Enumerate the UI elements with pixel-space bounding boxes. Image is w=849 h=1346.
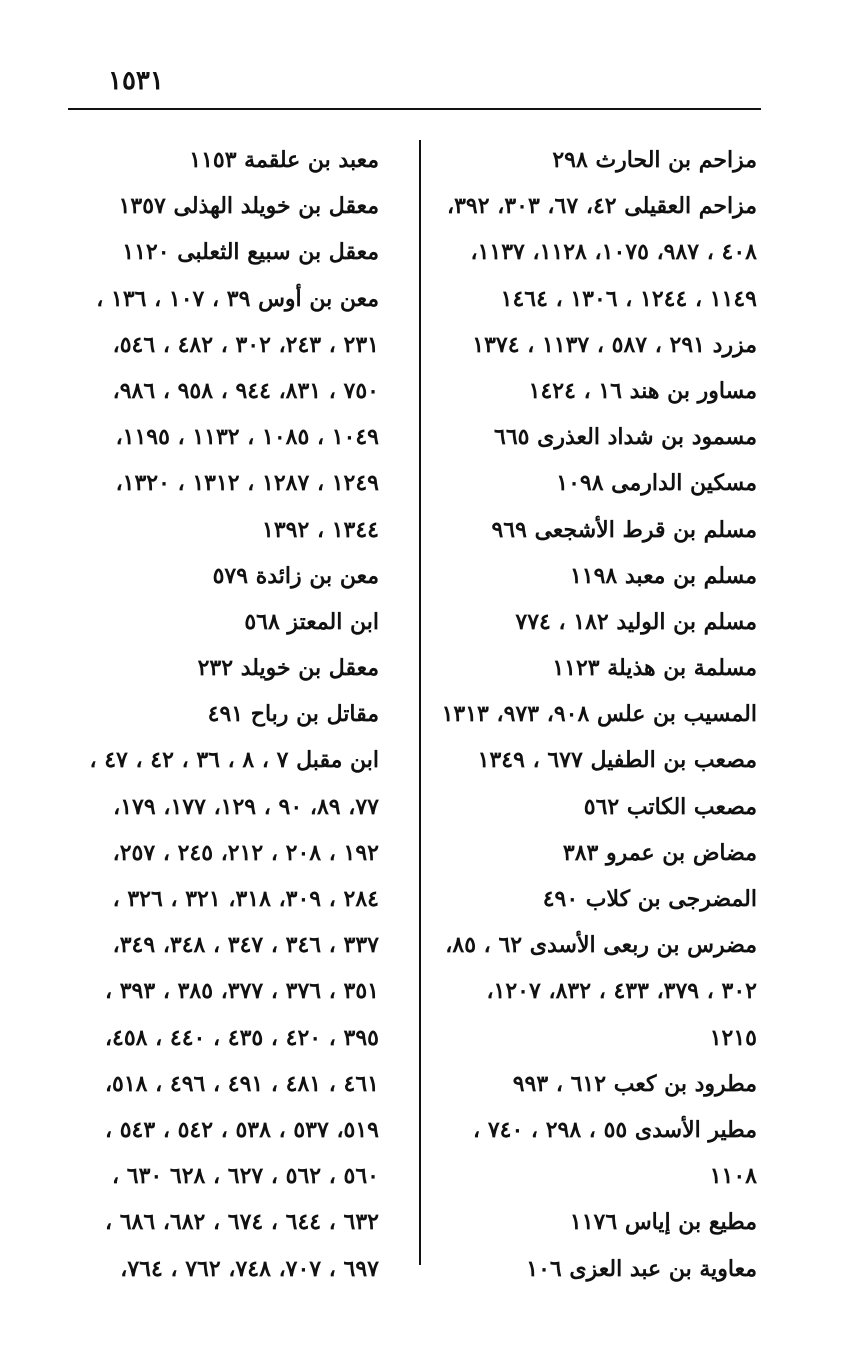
index-entry-continuation: ٢٣١ ، ٢٤٣، ٣٠٢ ، ٤٨٢ ، ٥٤٦، [112,331,379,358]
index-entry: مطيع بن إياس ١١٧٦ [569,1209,757,1236]
index-entry-continuation: ٥٦٠ ، ٥٦٢ ، ٦٢٧ ، ٦٢٨ ٦٣٠ ، [112,1163,379,1190]
index-entry: مضاض بن عمرو ٣٨٣ [562,839,757,866]
index-entry-continuation: ٣٥١ ، ٣٧٦ ، ٣٧٧، ٣٨٥ ، ٣٩٣ ، [104,978,379,1005]
index-entry: المضرجى بن كلاب ٤٩٠ [542,886,757,912]
index-column-left [69,140,379,1295]
index-entry-continuation: ١١٠٨ [709,1163,757,1190]
index-entry: معاوية بن عبد العزى ١٠٦ [526,1255,757,1282]
header-rule [68,108,761,110]
index-entry-continuation: ٤٠٨ ، ٩٨٧، ١٠٧٥، ١١٢٨، ١١٣٧، [470,239,757,266]
index-entry: مزرد ٢٩١ ، ٥٨٧ ، ١١٣٧ ، ١٣٧٤ [472,331,757,358]
index-entry-continuation: ٥١٩، ٥٣٧ ، ٥٣٨ ، ٥٤٢ ، ٥٤٣ ، [104,1116,379,1143]
index-entry: معقل بن خويلد ٢٣٢ [197,655,379,682]
index-entry-continuation: ١٢٤٩ ، ١٢٨٧ ، ١٣١٢ ، ١٣٢٠، [115,470,379,497]
index-entry: معبد بن علقمة ١١٥٣ [189,147,379,173]
index-entry: معقل بن خويلد الهذلى ١٣٥٧ [118,193,379,220]
index-entry: معن بن أوس ٣٩ ، ١٠٧ ، ١٣٦ ، [96,285,379,312]
index-entry: معن بن زائدة ٥٧٩ [212,562,379,589]
index-entry-continuation: ١٣٤٤ ، ١٣٩٢ [262,516,379,543]
index-entry: مسلمة بن هذيلة ١١٢٣ [552,655,757,682]
index-entry: المسيب بن علس ٩٠٨، ٩٧٣، ١٣١٣ [441,701,757,728]
index-entry: مصعب بن الطفيل ٦٧٧ ، ١٣٤٩ [477,747,757,774]
index-entry: مسكين الدارمى ١٠٩٨ [556,470,757,497]
index-column-right [441,140,757,1295]
index-entry: مسلم بن معبد ١١٩٨ [569,562,757,589]
index-entry: ابن مقبل ٧ ، ٨ ، ٣٦ ، ٤٢ ، ٤٧ ، [89,747,379,774]
index-entry: مصعب الكاتب ٥٦٢ [583,793,757,820]
index-entry: مطرود بن كعب ٦١٢ ، ٩٩٣ [512,1070,757,1097]
index-entry: مساور بن هند ١٦ ، ١٤٢٤ [528,377,757,404]
index-entry-continuation: ١٠٤٩ ، ١٠٨٥ ، ١١٣٢ ، ١١٩٥، [115,424,379,451]
page-number: ١٥٣١ [108,66,164,96]
column-divider [419,140,421,1265]
index-entry: مسلم بن الوليد ١٨٢ ، ٧٧٤ [515,608,757,635]
index-entry-continuation: ٦٣٢ ، ٦٤٤ ، ٦٧٤ ، ٦٨٢، ٦٨٦ ، [104,1209,379,1236]
index-entry-continuation: ٣٠٢ ، ٣٧٩، ٤٣٣ ، ٨٣٢، ١٢٠٧، [486,978,757,1005]
index-entry-continuation: ١٢١٥ [709,1024,757,1051]
index-entry: مقاتل بن رباح ٤٩١ [207,701,379,728]
index-entry-continuation: ٢٨٤ ، ٣٠٩، ٣١٨، ٣٢١ ، ٣٢٦ ، [112,886,379,912]
index-entry-continuation: ٦٩٧ ، ٧٠٧، ٧٤٨، ٧٦٢ ، ٧٦٤، [120,1255,379,1282]
index-entry: مسمود بن شداد العذرى ٦٦٥ [494,424,757,451]
index-entry: مضرس بن ربعى الأسدى ٦٢ ، ٨٥، [445,932,757,959]
index-entry-continuation: ٣٣٧ ، ٣٤٦ ، ٣٤٧ ، ٣٤٨، ٣٤٩، [112,932,379,959]
index-entry: مزاحم بن الحارث ٢٩٨ [552,147,757,173]
index-entry-continuation: ٣٩٥ ، ٤٢٠ ، ٤٣٥ ، ٤٤٠ ، ٤٥٨، [104,1024,379,1051]
index-entry: مطير الأسدى ٥٥ ، ٢٩٨ ، ٧٤٠ ، [473,1116,757,1143]
index-entry-continuation: ١٩٢ ، ٢٠٨ ، ٢١٢، ٢٤٥ ، ٢٥٧، [112,839,379,866]
index-entry-continuation: ٤٦١ ، ٤٨١ ، ٤٩١ ، ٤٩٦ ، ٥١٨، [104,1070,379,1097]
index-entry: مسلم بن قرط الأشجعى ٩٦٩ [491,516,757,543]
index-entry-continuation: ١١٤٩ ، ١٢٤٤ ، ١٣٠٦ ، ١٤٦٤ [500,285,757,312]
index-entry-continuation: ٧٧، ٨٩، ٩٠ ، ١٢٩، ١٧٧، ١٧٩، [113,793,379,820]
index-entry-continuation: ٧٥٠ ، ٨٣١، ٩٤٤ ، ٩٥٨ ، ٩٨٦، [112,377,379,404]
index-entry: ابن المعتز ٥٦٨ [244,608,379,635]
index-entry: مزاحم العقيلى ٤٢، ٦٧، ٣٠٣، ٣٩٢، [446,193,757,220]
index-entry: معقل بن سبيع الثعلبى ١١٢٠ [122,239,379,266]
